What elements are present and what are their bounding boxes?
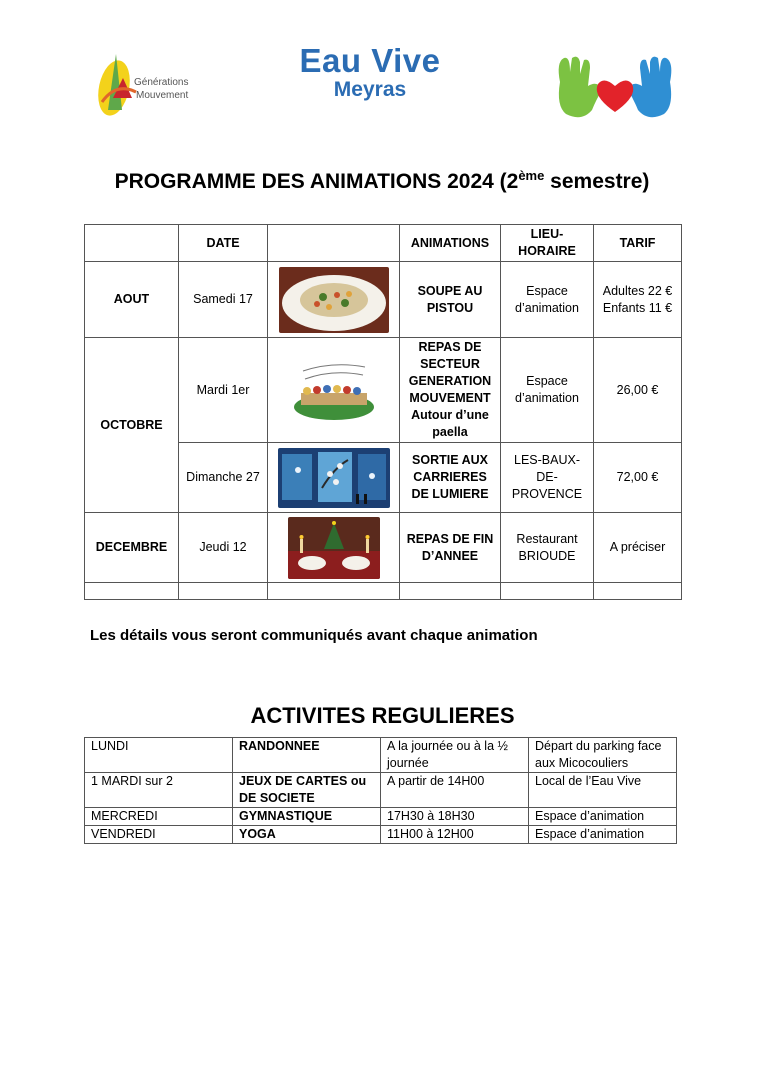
time-cell: 17H30 à 18H30	[381, 808, 529, 826]
table-row	[85, 513, 682, 583]
image-cell	[268, 513, 400, 583]
table-row	[85, 826, 677, 844]
day-cell: 1 MARDI sur 2	[85, 773, 233, 808]
header-lieu: LIEU-HORAIRE	[501, 225, 594, 262]
brand-subtitle: Meyras	[333, 78, 407, 101]
date-cell: Jeudi 12	[179, 513, 268, 583]
banquet-illustration-image	[289, 357, 379, 423]
tarif-cell: 72,00 €	[594, 443, 682, 513]
lieu-cell: Espace d’animation	[501, 338, 594, 443]
table-row	[85, 338, 682, 443]
animation-cell: SOUPE AU PISTOU	[400, 262, 501, 338]
empty-cell	[268, 583, 400, 600]
image-cell	[268, 443, 400, 513]
header-date: DATE	[179, 225, 268, 262]
empty-row	[85, 583, 682, 600]
day-cell: MERCREDI	[85, 808, 233, 826]
van-gogh-almond-blossom-image	[278, 448, 390, 508]
place-cell: Espace d’animation	[529, 808, 677, 826]
animation-cell: REPAS DE FIN D’ANNEE	[400, 513, 501, 583]
animations-table	[84, 224, 682, 600]
table-row	[85, 773, 677, 808]
empty-cell	[501, 583, 594, 600]
header-animations: ANIMATIONS	[400, 225, 501, 262]
brand-title: Eau Vive	[299, 42, 441, 79]
table-row	[85, 262, 682, 338]
month-cell: OCTOBRE	[85, 338, 179, 513]
place-cell: Départ du parking face aux Micocouliers	[529, 738, 677, 773]
programme-title: PROGRAMME DES ANIMATIONS 2024 (2ème semestre)	[114, 168, 650, 193]
empty-cell	[179, 583, 268, 600]
month-cell: AOUT	[85, 262, 179, 338]
activity-cell: RANDONNEE	[233, 738, 381, 773]
generations-mouvement-logo	[96, 48, 196, 120]
date-cell: Samedi 17	[179, 262, 268, 338]
lieu-cell: Restaurant BRIOUDE	[501, 513, 594, 583]
brand	[270, 42, 470, 102]
date-cell: Dimanche 27	[179, 443, 268, 513]
details-note: Les détails vous seront communiqués avant chaque animation	[90, 627, 538, 644]
day-cell: VENDREDI	[85, 826, 233, 844]
header-tarif: TARIF	[594, 225, 682, 262]
time-cell: 11H00 à 12H00	[381, 826, 529, 844]
activity-cell: YOGA	[233, 826, 381, 844]
animation-cell: REPAS DE SECTEUR GENERATION MOUVEMENT Autour d’une paella	[400, 338, 501, 443]
table-header-row	[85, 225, 682, 262]
svg-text:Mouvement: Mouvement	[136, 90, 189, 101]
header-month	[85, 225, 179, 262]
hands-heart-logo	[552, 52, 678, 124]
place-cell: Espace d’animation	[529, 826, 677, 844]
image-cell	[268, 262, 400, 338]
table-row	[85, 738, 677, 773]
tarif-cell: Adultes 22 € Enfants 11 €	[594, 262, 682, 338]
place-cell: Local de l’Eau Vive	[529, 773, 677, 808]
activities-title: ACTIVITES REGULIERES	[250, 703, 515, 728]
table-row	[85, 808, 677, 826]
empty-cell	[400, 583, 501, 600]
date-cell: Mardi 1er	[179, 338, 268, 443]
animation-cell: SORTIE AUX CARRIERES DE LUMIERE	[400, 443, 501, 513]
lieu-cell: Espace d’animation	[501, 262, 594, 338]
image-cell	[268, 338, 400, 443]
svg-text:Générations: Générations	[134, 77, 189, 88]
tarif-cell: 26,00 €	[594, 338, 682, 443]
empty-cell	[594, 583, 682, 600]
festive-table-image	[288, 517, 380, 579]
time-cell: A la journée ou à la ½ journée	[381, 738, 529, 773]
time-cell: A partir de 14H00	[381, 773, 529, 808]
activity-cell: JEUX DE CARTES ou DE SOCIETE	[233, 773, 381, 808]
tarif-cell: A préciser	[594, 513, 682, 583]
activities-table	[84, 737, 677, 844]
lieu-cell: LES-BAUX-DE-PROVENCE	[501, 443, 594, 513]
soup-dish-image	[279, 267, 389, 333]
day-cell: LUNDI	[85, 738, 233, 773]
month-cell: DECEMBRE	[85, 513, 179, 583]
activity-cell: GYMNASTIQUE	[233, 808, 381, 826]
header-image	[268, 225, 400, 262]
empty-cell	[85, 583, 179, 600]
